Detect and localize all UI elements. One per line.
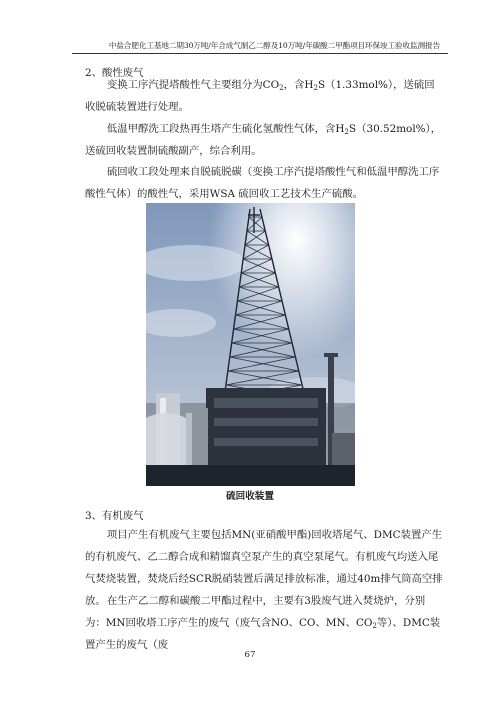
running-header: 中盐合肥化工基地二期30万吨/年合成气制乙二醇及10万吨/年碳酸二甲酯项目环保竣工验收监测报告: [108, 41, 440, 50]
text-span: S（1.33mol%），送硫回收脱硫装置进行处理。: [85, 79, 435, 113]
sulfur-recovery-photo: [146, 203, 355, 486]
text-span: ，含H: [283, 79, 314, 91]
paragraph-acid-gas-1: [85, 74, 445, 118]
text-span: 等）、DMC装置产生的废气（废: [85, 617, 441, 651]
text-span: 变换工序汽提塔酸性气主要组分为CO: [106, 79, 280, 91]
paragraph-organic-gas-2: [85, 590, 445, 656]
subscript: 2: [279, 84, 284, 92]
subscript: 2: [344, 128, 349, 136]
paragraph-acid-gas-3: 硫回收工段处理来自脱硫脱碳（变换工序汽提塔酸性气和低温甲醇洗工序酸性气体）的酸性气，采用WSA 硫回收工艺技术生产硫酸。: [85, 166, 440, 200]
paragraph-acid-gas-2: [85, 118, 445, 162]
text-span: 低温甲醇洗工段热再生塔产生硫化氢酸性气体，含H: [106, 123, 345, 135]
page-number: 67: [244, 650, 256, 660]
figure-caption: 硫回收装置: [226, 491, 274, 502]
header-rule: [72, 53, 448, 54]
section-heading-organic-gas: 3、有机废气: [85, 510, 144, 522]
section-heading-acid-gas: 2、酸性废气: [85, 67, 144, 79]
text-span: 在生产乙二醇和碳酸二甲酯过程中，主要有3股废气进入焚烧炉，分别为：MN回收塔工序产生的废气（废气含NO、CO、MN、CO: [85, 595, 426, 629]
text-span: S（30.52mol%），送硫回收装置制硫酸副产，综合利用。: [85, 123, 442, 157]
subscript: 2: [372, 622, 377, 630]
paragraph-organic-gas-1: 项目产生有机废气主要包括MN(亚硝酸甲酯)回收塔尾气、DMC装置产生的有机废气、乙二醇合成和精馏真空泵产生的真空泵尾气。有机废气均送入尾气焚烧装置，焚烧后经SCR脱硝装置后满足排放标准，通过40m排气筒高空排放。: [85, 529, 443, 607]
subscript: 2: [313, 84, 318, 92]
